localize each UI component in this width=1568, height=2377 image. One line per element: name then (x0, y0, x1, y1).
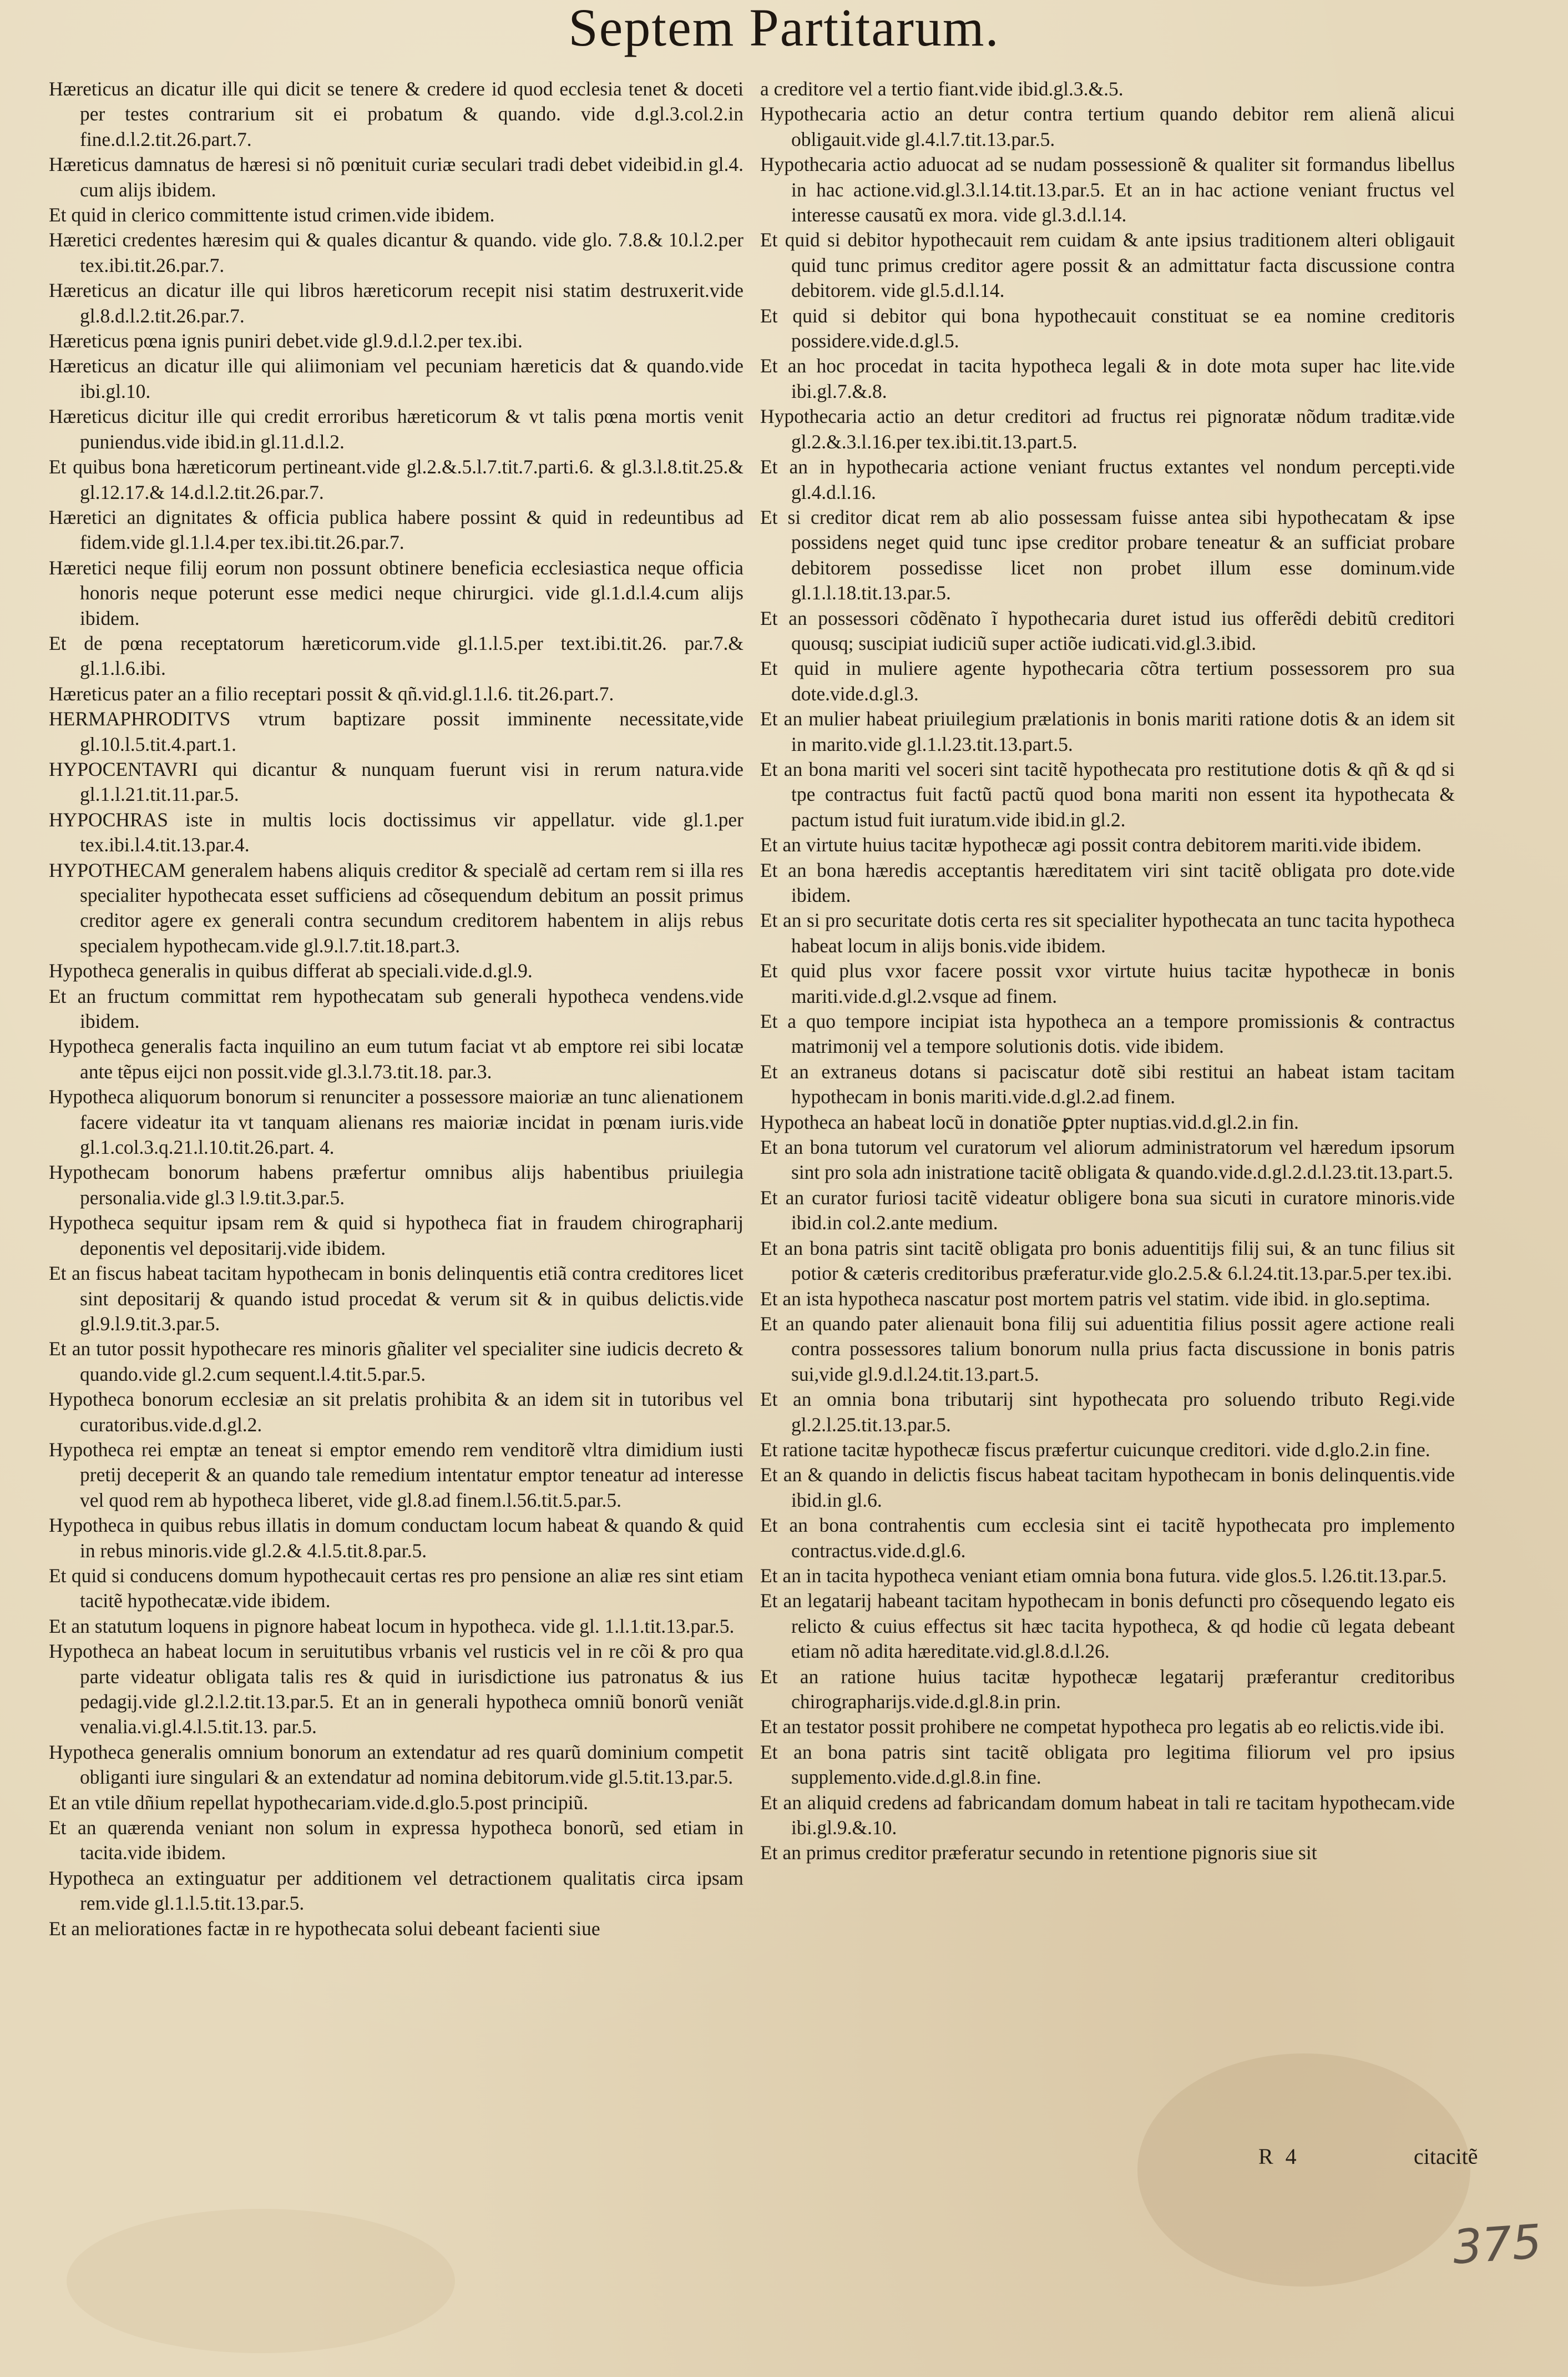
index-entry: Et an vtile dñium repellat hypothecariam.vide.d.glo.5.post principiũ. (49, 1791, 589, 1814)
index-entry: Hypotheca an habeat locum in seruitutibus vrbanis vel rusticis vel in re cõi & pro qua parte videatur obligata talis res & quid in iurisdictione ius patronatus & ius pedagij.vide gl.2.l.2.tit.13.par.5. Et an in generali hypotheca omniũ bonorũ veniãt venalia.vi.gl.4.l.5.tit.13. par.5. (49, 1640, 743, 1738)
paper-stain (67, 2209, 455, 2353)
index-entry: Et an ratione huius tacitæ hypothecæ legatarij præferantur creditoribus chirographarijs.vide.d.gl.8.in prin. (760, 1665, 1455, 1713)
index-entry: Et an mulier habeat priuilegium prælationis in bonis mariti ratione dotis & an idem sit in marito.vide gl.1.l.23.tit.13.part.5. (760, 708, 1455, 755)
index-entry: Et an tutor possit hypothecare res minoris gñaliter vel specialiter sine iudicis decreto & quando.vide gl.2.cum sequent.l.4.tit.5.par.5. (49, 1338, 743, 1385)
index-entry: Hypotheca generalis in quibus differat ab speciali.vide.d.gl.9. (49, 960, 533, 982)
index-entry: Hypotheca generalis facta inquilino an eum tutum faciat vt ab emptore rei sibi locatæ ante tẽpus eijci non possit.vide gl.3.l.73.tit.18. par.3. (49, 1035, 743, 1083)
index-entry: Et an curator furiosi tacitẽ videatur obligere bona sua sicuti in curatore minoris.vide ibid.in col.2.ante medium. (760, 1186, 1455, 1234)
index-entry: Hæretici credentes hæresim qui & quales dicantur & quando. vide glo. 7.8.& 10.l.2.per tex.ibi.tit.26.par.7. (49, 229, 743, 276)
index-entry: Et an testator possit prohibere ne competat hypotheca pro legatis ab eo relictis.vide ibi. (760, 1715, 1445, 1738)
index-entry: Hæreticus pater an a filio receptari possit & qñ.vid.gl.1.l.6. tit.26.part.7. (49, 682, 614, 705)
index-entry: Hypothecaria actio an detur creditori ad fructus rei pignoratæ nõdum traditæ.vide gl.2.&.3.l.16.per tex.ibi.tit.13.part.5. (760, 405, 1455, 453)
index-entry: Hypothecaria actio an detur contra tertium quando debitor rem alienã alicui obligauit.vide gl.4.l.7.tit.13.par.5. (760, 103, 1455, 150)
index-entry: Et quid in muliere agente hypothecaria cõtra tertium possessorem pro sua dote.vide.d.gl.3. (760, 657, 1455, 705)
index-entry: Et an si pro securitate dotis certa res sit specialiter hypothecata an tunc tacita hypotheca habeat locum in alijs bonis.vide ibidem. (760, 909, 1455, 957)
index-entry: Hypotheca bonorum ecclesiæ an sit prelatis prohibita & an idem sit in tutoribus vel curatoribus.vide.d.gl.2. (49, 1388, 743, 1436)
index-entry: HERMAPHRODITVS vtrum baptizare possit imminente necessitate,vide gl.10.l.5.tit.4.part.1. (49, 708, 743, 755)
index-entry: HYPOCHRAS iste in multis locis doctissimus vir appellatur. vide gl.1.per tex.ibi.l.4.tit.13.par.4. (49, 808, 743, 856)
index-entry: Et quid si conducens domum hypothecauit certas res pro pensione an aliæ res sint etiam tacitẽ hypothecatæ.vide ibidem. (49, 1564, 743, 1612)
index-entry: Et quibus bona hæreticorum pertineant.vide gl.2.&.5.l.7.tit.7.parti.6. & gl.3.l.8.tit.25.& gl.12.17.& 14.d.l.2.tit.26.par.7. (49, 456, 743, 503)
index-entry: Et an fiscus habeat tacitam hypothecam in bonis delinquentis etiã contra creditores licet sint depositarij & quando istud procedat & verum sit & in quibus delictis.vide gl.9.l.9.tit.3.par.5. (49, 1262, 743, 1335)
index-entry: Hypothecaria actio aduocat ad se nudam possessionẽ & qualiter sit formandus libellus in hac actione.vid.gl.3.l.14.tit.13.par.5. Et an in hac actione veniant fructus vel interesse causatũ ex mora. vide gl.3.d.l.14. (760, 153, 1455, 226)
index-entry: Hæreticus an dicatur ille qui aliimoniam vel pecuniam hæreticis dat & quando.vide ibi.gl.10. (49, 355, 743, 402)
index-entry: Et ratione tacitæ hypothecæ fiscus præfertur cuicunque creditori. vide d.glo.2.in fine. (760, 1438, 1430, 1461)
index-entry: Et quid si debitor hypothecauit rem cuidam & ante ipsius traditionem alteri obligauit quid tunc primus creditor agere possit & an admittatur facta discussione contra debitorem. vide gl.5.d.l.14. (760, 229, 1455, 302)
index-entry: Et an fructum committat rem hypothecatam sub generali hypotheca vendens.vide ibidem. (49, 985, 743, 1033)
folio-number: 375 (1450, 2214, 1544, 2275)
index-entry: Hæreticus an dicatur ille qui libros hæreticorum recepit nisi statim destruxerit.vide gl.8.d.l.2.tit.26.par.7. (49, 279, 743, 327)
index-entry: Et an virtute huius tacitæ hypothecæ agi possit contra debitorem mariti.vide ibidem. (760, 834, 1422, 856)
index-entry: Hypotheca in quibus rebus illatis in domum conductam locum habeat & quando & quid in rebus minoris.vide gl.2.& 4.l.5.tit.8.par.5. (49, 1514, 743, 1562)
signature-mark: R 4 (1258, 2144, 1300, 2169)
index-entry: Et a quo tempore incipiat ista hypotheca an a tempore promissionis & contractus matrimonij vel a tempore solutionis dotis. vide ibidem. (760, 1010, 1455, 1058)
index-entry: Hypotheca rei emptæ an teneat si emptor emendo rem venditorẽ vltra dimidium iusti pretij deceperit & an quando tale remedium intentatur emptor teneatur ad interesse vel quod rem ab hypotheca liberet, vide gl.8.ad finem.l.56.tit.5.par.5. (49, 1438, 743, 1511)
index-entry: Et an bona contrahentis cum ecclesia sint ei tacitẽ hypothecata pro implemento contractus.vide.d.gl.6. (760, 1514, 1455, 1562)
right-column (760, 77, 1455, 2163)
index-entry: HYPOTHECAM generalem habens aliquis creditor & specialẽ ad certam rem si illa res specialiter hypothecata esset sufficiens ad cõsequendum debitum an possit primus creditor agere ex generali contra secundum creditorem habentem in alijs rebus specialem hypothecam.vide gl.9.l.7.tit.18.part.3. (49, 859, 743, 957)
index-entry: Hypotheca an habeat locũ in donatiõe ꝑpter nuptias.vid.d.gl.2.in fin. (760, 1111, 1299, 1133)
index-entry: Et an omnia bona tributarij sint hypothecata pro soluendo tributo Regi.vide gl.2.l.25.tit.13.par.5. (760, 1388, 1455, 1436)
index-entry: Hæreticus pœna ignis puniri debet.vide gl.9.d.l.2.per tex.ibi. (49, 330, 523, 352)
index-entry: Hæreticus dicitur ille qui credit erroribus hæreticorum & vt talis pœna mortis venit puniendus.vide ibid.in gl.11.d.l.2. (49, 405, 743, 453)
index-entry: Et an & quando in delictis fiscus habeat tacitam hypothecam in bonis delinquentis.vide ibid.in gl.6. (760, 1463, 1455, 1511)
index-entry: Et an quærenda veniant non solum in expressa hypotheca bonorũ, sed etiam in tacita.vide ibidem. (49, 1816, 743, 1864)
index-entry: Et quid plus vxor facere possit vxor virtute huius tacitæ hypothecæ in bonis mariti.vide.d.gl.2.vsque ad finem. (760, 960, 1455, 1007)
index-entry: Et de pœna receptatorum hæreticorum.vide gl.1.l.5.per text.ibi.tit.26. par.7.& gl.1.l.6.ibi. (49, 632, 743, 680)
index-entry: Et an primus creditor præferatur secundo in retentione pignoris siue sit (760, 1841, 1317, 1864)
index-entry: Et quid si debitor qui bona hypothecauit constituat se ea nomine creditoris possidere.vide.d.gl.5. (760, 304, 1455, 352)
left-column (49, 77, 743, 2163)
index-entry: Et an aliquid credens ad fabricandam domum habeat in tali re tacitam hypothecam.vide ibi.gl.9.&.10. (760, 1791, 1455, 1839)
index-entry: Hypothecam bonorum habens præfertur omnibus alijs habentibus priuilegia personalia.vide gl.3 l.9.tit.3.par.5. (49, 1161, 743, 1209)
index-entry: Et si creditor dicat rem ab alio possessam fuisse antea sibi hypothecatam & ipse possidens neget quid tunc ipse creditor probare teneatur & an sufficiat probare debitorem possedisse licet non probet illum esse dominum.vide gl.1.l.18.tit.13.par.5. (760, 506, 1455, 604)
running-head: Septem Partitarum. (568, 0, 1000, 57)
catchword: citacitẽ (1414, 2144, 1478, 2169)
index-entry: Et an ista hypotheca nascatur post mortem patris vel statim. vide ibid. in glo.septima. (760, 1287, 1430, 1310)
index-entry: Et an possessori cõdẽnato ĩ hypothecaria duret istud ius offerẽdi debitũ creditori quousq; suscipiat iudiciũ super actiõe iudicati.vid.gl.3.ibid. (760, 607, 1455, 654)
index-entry: Hypotheca sequitur ipsam rem & quid si hypotheca fiat in fraudem chirographarij deponentis vel depositarij.vide ibidem. (49, 1212, 743, 1259)
index-entry: Hypotheca aliquorum bonorum si renunciter a possessore maioriæ an tunc alienationem facere videatur ita vt tanquam alienans res maioriæ incidat in pœnam iuris.vide gl.1.col.3.q.21.l.10.tit.26.part. 4. (49, 1086, 743, 1159)
index-entry: HYPOCENTAVRI qui dicantur & nunquam fuerunt visi in rerum natura.vide gl.1.l.21.tit.11.par.5. (49, 758, 743, 806)
index-entry: Et an quando pater alienauit bona filij sui aduentitia filius possit agere actione reali contra possessores talium bonorum nulla prius facta discussione in bonis patris sui,vide gl.9.d.l.24.tit.13.part.5. (760, 1312, 1455, 1385)
index-entry: Et an statutum loquens in pignore habeat locum in hypotheca. vide gl. 1.l.1.tit.13.par.5. (49, 1614, 735, 1637)
index-entry: Et an legatarij habeant tacitam hypothecam in bonis defuncti pro cõsequendo legato eis relicto & cuius effectus sit hæc tacita hypotheca, & qd hodie cũ legata debeant etiam nõ adita hæreditate.vid.gl.8.d.l.26. (760, 1589, 1455, 1663)
index-entry: Hypotheca an extinguatur per additionem vel detractionem qualitatis circa ipsam rem.vide gl.1.l.5.tit.13.par.5. (49, 1866, 743, 1915)
index-entry: Et an bona tutorum vel curatorum vel aliorum administratorum vel hæredum ipsorum sint pro sola adn inistratione tacitẽ obligata & quando.vide.d.gl.2.d.l.23.tit.13.part.5. (760, 1136, 1455, 1184)
index-entry: Et an hoc procedat in tacita hypotheca legali & in dote mota super hac lite.vide ibi.gl.7.&.8. (760, 355, 1455, 402)
index-entry: Hypotheca generalis omnium bonorum an extendatur ad res quarũ dominium competit obliganti iure singulari & an extendatur ad nomina debitorum.vide gl.5.tit.13.par.5. (49, 1740, 743, 1789)
index-entry: Hæretici an dignitates & officia publica habere possint & quid in redeuntibus ad fidem.vide gl.1.l.4.per tex.ibi.tit.26.par.7. (49, 506, 743, 554)
index-entry: Hæreticus damnatus de hæresi si nõ pœnituit curiæ seculari tradi debet videibid.in gl.4. cum alijs ibidem. (49, 153, 743, 201)
index-entry: a creditore vel a tertio fiant.vide ibid.gl.3.&.5. (760, 78, 1124, 100)
index-entry: Et an extraneus dotans si paciscatur dotẽ sibi restitui an habeat istam tacitam hypothecam in bonis mariti.vide.d.gl.2.ad finem. (760, 1060, 1455, 1108)
index-entry: Et an bona patris sint tacitẽ obligata pro bonis aduentitijs filij sui, & an tunc filius sit potior & cæteris creditoribus præferatur.vide glo.2.5.& 6.l.24.tit.13.par.5.per tex.ibi. (760, 1237, 1455, 1285)
index-entry: Hæretici neque filij eorum non possunt obtinere beneficia ecclesiastica neque officia honoris neque poterunt esse medici neque chirurgici. vide gl.1.d.l.4.cum alijs ibidem. (49, 556, 743, 629)
index-entry: Et quid in clerico committente istud crimen.vide ibidem. (49, 204, 495, 226)
index-entry: Et an bona hæredis acceptantis hæreditatem viri sint tacitẽ obligata pro dote.vide ibidem. (760, 859, 1455, 906)
index-entry: Et an in tacita hypotheca veniant etiam omnia bona futura. vide glos.5. l.26.tit.13.par.5. (760, 1564, 1447, 1587)
index-entry: Et an meliorationes factæ in re hypothecata solui debeant facienti siue (49, 1917, 600, 1940)
index-entry: Et an bona patris sint tacitẽ obligata pro legitima filiorum vel pro ipsius supplemento.vide.d.gl.8.in fine. (760, 1740, 1455, 1789)
index-entry: Et an in hypothecaria actione veniant fructus extantes vel nondum percepti.vide gl.4.d.l.16. (760, 456, 1455, 503)
index-entry: Hæreticus an dicatur ille qui dicit se tenere & credere id quod ecclesia tenet & doceti per testes contrarium sit ei probatum & quando. vide d.gl.3.col.2.in fine.d.l.2.tit.26.part.7. (49, 78, 743, 150)
index-entry: Et an bona mariti vel soceri sint tacitẽ hypothecata pro restitutione dotis & qñ & qd si tpe contractus fuit factũ pactũ quod bona mariti non essent ita hypothecata & pactum istud fuit iuratum.vide ibid.in gl.2. (760, 758, 1455, 831)
